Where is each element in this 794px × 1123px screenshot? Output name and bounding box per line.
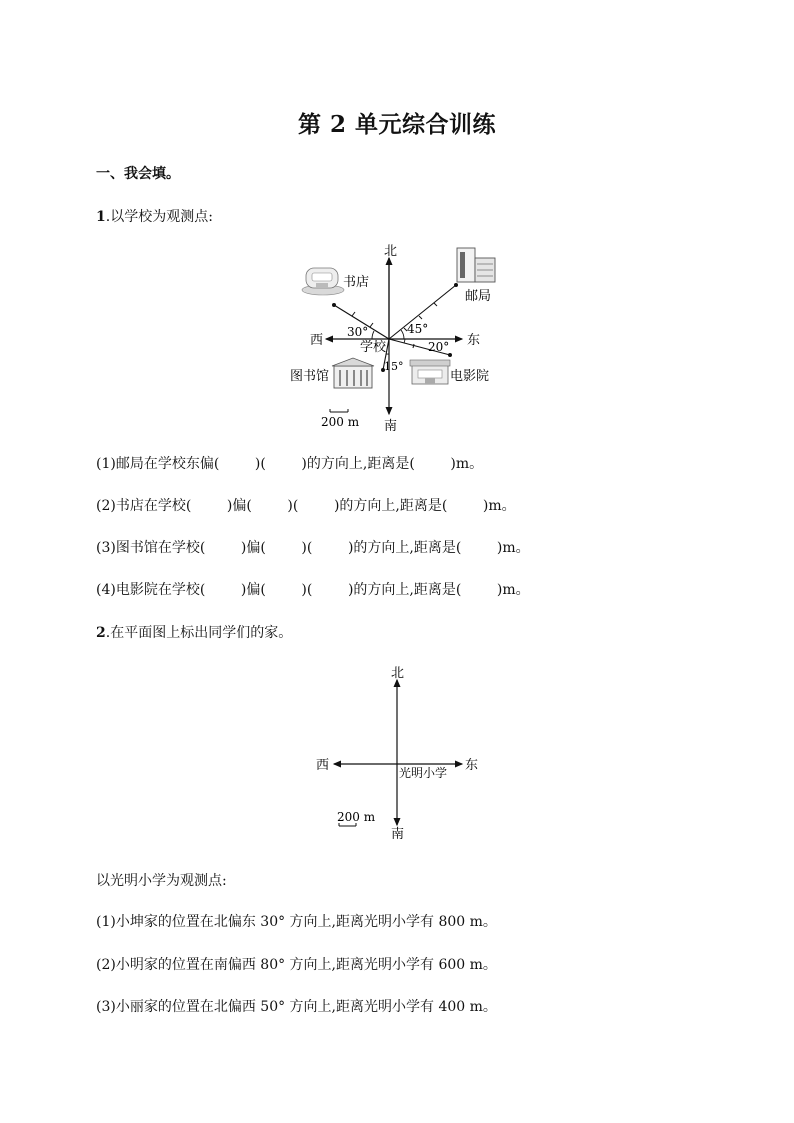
- q2-item-2: (2)小明家的位置在南偏西 80° 方向上,距离光明小学有 600 m。: [96, 957, 497, 973]
- page-title: 第 2 单元综合训练: [297, 111, 497, 138]
- post-office-icon: [457, 248, 495, 282]
- library-label: 图书馆: [290, 369, 330, 384]
- q1-item-3: (3)图书馆在学校( )偏( )( )的方向上,距离是( )m。: [96, 540, 530, 556]
- south-label: 南: [384, 419, 398, 434]
- west-label: 西: [310, 333, 324, 348]
- q1-item-4: (4)电影院在学校( )偏( )( )的方向上,距离是( )m。: [96, 582, 530, 598]
- bookstore-label: 书店: [343, 275, 370, 290]
- angle-library-label: 15°: [384, 360, 404, 373]
- bookstore-icon: [302, 268, 344, 295]
- q2-item-3: (3)小丽家的位置在北偏西 50° 方向上,距离光明小学有 400 m。: [96, 999, 497, 1015]
- scale-label: 200 m: [321, 415, 360, 429]
- question-text: .在平面图上标出同学们的家。: [105, 625, 293, 641]
- q1-item-1: (1)邮局在学校东偏( )( )的方向上,距离是( )m。: [96, 456, 484, 472]
- library-icon: [332, 358, 374, 388]
- south-label: 南: [391, 827, 405, 842]
- east-label: 东: [467, 333, 481, 348]
- question-number: 1: [96, 209, 106, 225]
- school-direction-map: [285, 236, 505, 436]
- north-label: 北: [384, 244, 398, 259]
- question-1: [96, 206, 213, 226]
- question-text: .以学校为观测点:: [105, 209, 213, 225]
- post-office-label: 邮局: [465, 289, 492, 304]
- angle-post-label: 45°: [407, 322, 429, 336]
- angle-cinema-label: 20°: [428, 340, 450, 354]
- north-label: 北: [391, 666, 405, 681]
- question-number: 2: [96, 625, 106, 641]
- west-label: 西: [316, 758, 330, 773]
- east-label: 东: [465, 758, 479, 773]
- cinema-label: 电影院: [450, 369, 490, 384]
- plan-map: [305, 660, 490, 845]
- school-label: 学校: [360, 340, 387, 355]
- q2-item-1: (1)小坤家的位置在北偏东 30° 方向上,距离光明小学有 800 m。: [96, 914, 497, 930]
- q1-item-2: (2)书店在学校( )偏( )( )的方向上,距离是( )m。: [96, 498, 516, 514]
- center-label: 光明小学: [399, 766, 448, 780]
- scale-label: 200 m: [337, 810, 376, 824]
- section-heading: 一、我会填。: [96, 166, 180, 182]
- question-2: [96, 622, 292, 642]
- cinema-icon: [410, 360, 450, 384]
- scale-bar: [330, 409, 348, 412]
- q2-intro: 以光明小学为观测点:: [96, 873, 227, 889]
- angle-bookstore-label: 30°: [347, 325, 369, 339]
